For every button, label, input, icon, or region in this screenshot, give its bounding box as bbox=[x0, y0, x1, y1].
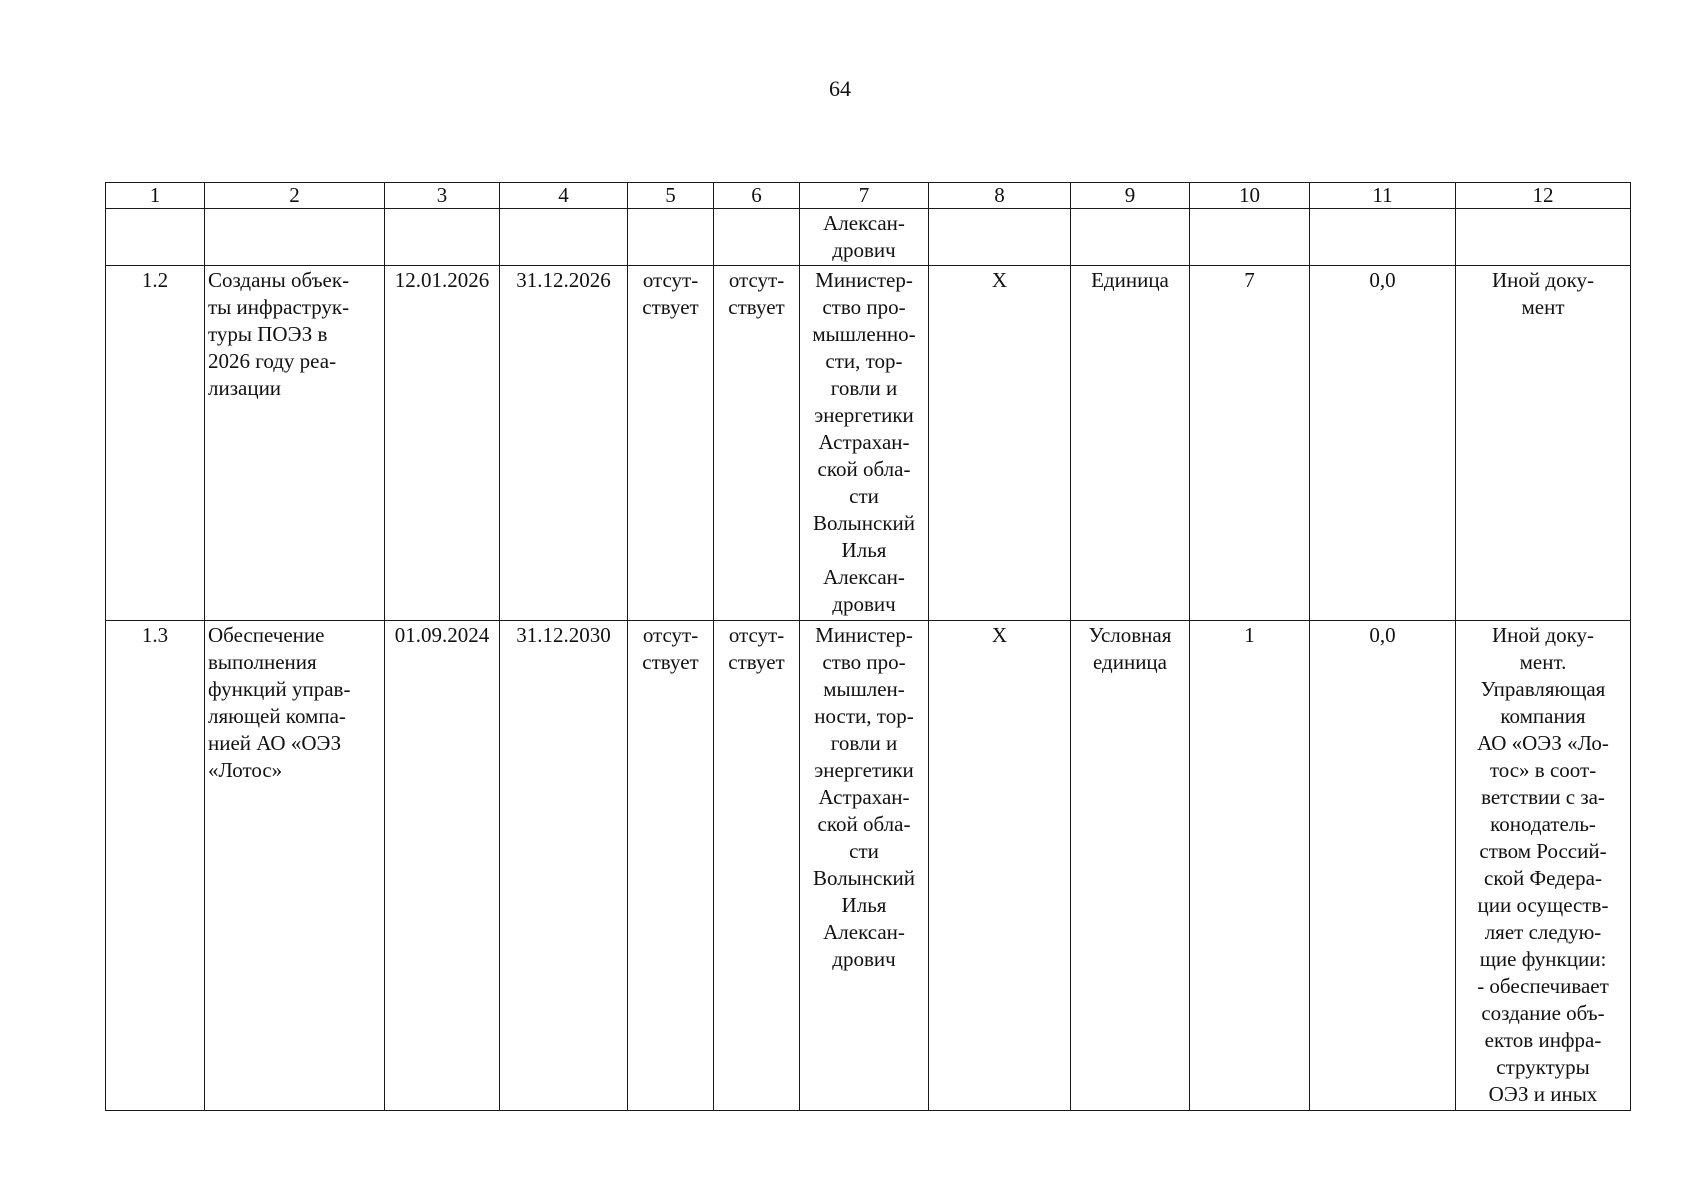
cell-start-date bbox=[385, 209, 500, 266]
cell-col8 bbox=[929, 209, 1071, 266]
cell-col5 bbox=[628, 209, 714, 266]
column-number: 12 bbox=[1456, 183, 1631, 209]
cell-col6 bbox=[714, 209, 800, 266]
cell-unit: Условная единица bbox=[1071, 621, 1190, 1111]
column-number-row bbox=[106, 183, 1631, 209]
cell-funding: 0,0 bbox=[1310, 266, 1456, 621]
column-number: 10 bbox=[1190, 183, 1310, 209]
column-number: 8 bbox=[929, 183, 1071, 209]
cell-col8: X bbox=[929, 266, 1071, 621]
measures-table bbox=[105, 182, 1631, 1111]
cell-unit bbox=[1071, 209, 1190, 266]
cell-start-date: 12.01.2026 bbox=[385, 266, 500, 621]
cell-document: Иной доку- мент. Управляющая компания АО «ОЭЗ «Ло- тос» в соот- ветствии с за- конодатель- ством Россий- ской Федера- ции осуществ- ляет следую- щие функции: - обеспечивает создание объ- ектов инфра- структуры ОЭЗ и иных bbox=[1456, 621, 1631, 1111]
cell-value: 7 bbox=[1190, 266, 1310, 621]
cell-end-date: 31.12.2030 bbox=[500, 621, 628, 1111]
cell-responsible: Алексан- дрович bbox=[800, 209, 929, 266]
cell-number: 1.2 bbox=[106, 266, 205, 621]
column-number: 2 bbox=[205, 183, 385, 209]
cell-number: 1.3 bbox=[106, 621, 205, 1111]
cell-col5: отсут- ствует bbox=[628, 266, 714, 621]
table-row-continuation bbox=[106, 209, 1631, 266]
column-number: 5 bbox=[628, 183, 714, 209]
cell-funding: 0,0 bbox=[1310, 621, 1456, 1111]
column-number: 11 bbox=[1310, 183, 1456, 209]
cell-document bbox=[1456, 209, 1631, 266]
column-number: 9 bbox=[1071, 183, 1190, 209]
cell-number bbox=[106, 209, 205, 266]
cell-col6: отсут- ствует bbox=[714, 266, 800, 621]
cell-responsible: Министер- ство про- мышленно- сти, тор- говли и энергетики Астрахан- ской обла- сти Волынский Илья Алексан- дрович bbox=[800, 266, 929, 621]
column-number: 4 bbox=[500, 183, 628, 209]
cell-unit: Единица bbox=[1071, 266, 1190, 621]
cell-result-name bbox=[205, 209, 385, 266]
cell-col8: X bbox=[929, 621, 1071, 1111]
cell-end-date bbox=[500, 209, 628, 266]
column-number: 7 bbox=[800, 183, 929, 209]
table-row-1-2 bbox=[106, 266, 1631, 621]
cell-funding bbox=[1310, 209, 1456, 266]
cell-start-date: 01.09.2024 bbox=[385, 621, 500, 1111]
cell-result-name: Обеспечение выполнения функций управ- ляющей компа- нией АО «ОЭЗ «Лотос» bbox=[205, 621, 385, 1111]
cell-col5: отсут- ствует bbox=[628, 621, 714, 1111]
cell-end-date: 31.12.2026 bbox=[500, 266, 628, 621]
cell-value: 1 bbox=[1190, 621, 1310, 1111]
page-number: 64 bbox=[829, 76, 851, 101]
cell-document: Иной доку- мент bbox=[1456, 266, 1631, 621]
cell-result-name: Созданы объек- ты инфраструк- туры ПОЭЗ в 2026 году реа- лизации bbox=[205, 266, 385, 621]
column-number: 6 bbox=[714, 183, 800, 209]
table-row-1-3 bbox=[106, 621, 1631, 1111]
cell-col6: отсут- ствует bbox=[714, 621, 800, 1111]
column-number: 1 bbox=[106, 183, 205, 209]
column-number: 3 bbox=[385, 183, 500, 209]
cell-responsible: Министер- ство про- мышлен- ности, тор- говли и энергетики Астрахан- ской обла- сти Волынский Илья Алексан- дрович bbox=[800, 621, 929, 1111]
cell-value bbox=[1190, 209, 1310, 266]
